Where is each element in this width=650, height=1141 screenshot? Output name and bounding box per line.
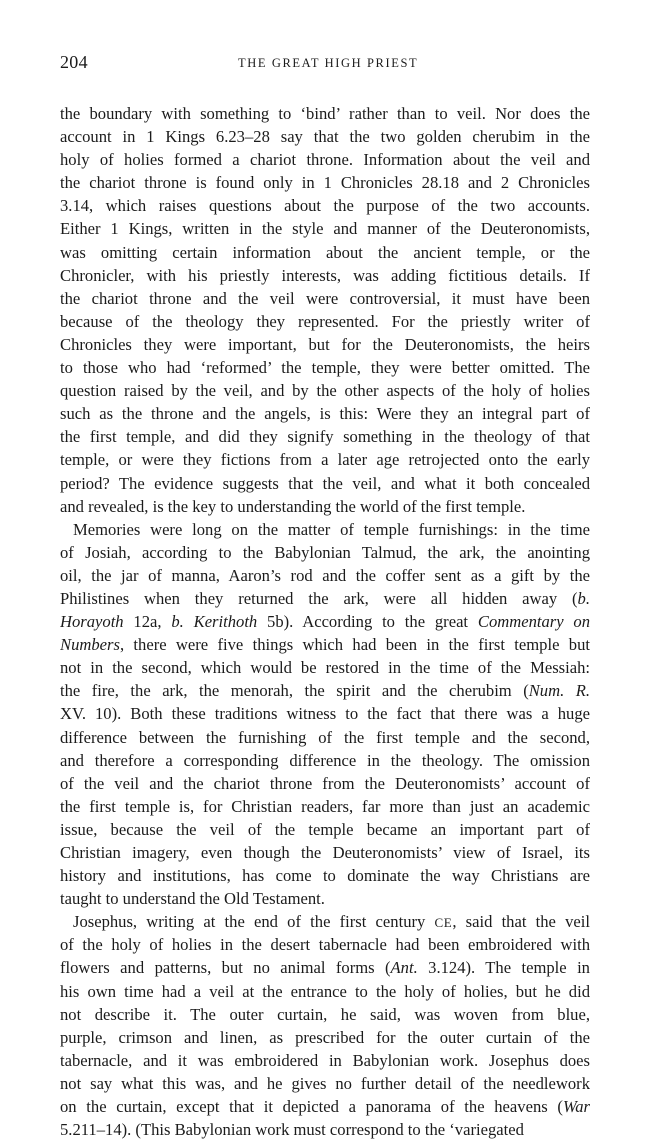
text-line bbox=[60, 264, 590, 287]
text-line bbox=[60, 425, 590, 448]
text-run: taught to understand the Old Testament. bbox=[60, 889, 325, 909]
text-run: purple, crimson and linen, as prescribed for the outer curtain of the bbox=[60, 1027, 590, 1047]
text-line bbox=[60, 956, 590, 979]
text-run: Chronicles they were important, but for the Deuteronomists, the heirs bbox=[60, 334, 590, 354]
text-run: to those who had ‘reformed’ the temple, they were better omitted. The bbox=[60, 358, 590, 378]
text-run: the first temple is, for Christian readers, far more than just an academic bbox=[60, 796, 590, 816]
text-run: 3.124). The temple in bbox=[417, 958, 590, 978]
italic-citation: Horayoth bbox=[60, 612, 124, 632]
text-line bbox=[60, 1072, 590, 1095]
text-run: of Josiah, according to the Babylonian Talmud, the ark, the anointing bbox=[60, 542, 590, 562]
text-run: history and institutions, has come to dominate the way Christians are bbox=[60, 866, 590, 886]
text-run: 5.211–14). (This Babylonian work must correspond to the ‘variegated bbox=[60, 1120, 524, 1140]
text-line bbox=[60, 333, 590, 356]
text-line bbox=[60, 125, 590, 148]
text-line bbox=[60, 864, 590, 887]
text-run: not say what this was, and he gives no further detail of the needlework bbox=[60, 1073, 590, 1093]
text-line bbox=[60, 933, 590, 956]
text-line bbox=[60, 1026, 590, 1049]
text-line bbox=[60, 564, 590, 587]
text-run: 5b). According to the great bbox=[257, 612, 478, 632]
text-line bbox=[60, 518, 590, 541]
text-run: of the holy of holies in the desert tabernacle had been embroidered with bbox=[60, 935, 590, 955]
text-line bbox=[60, 287, 590, 310]
text-line bbox=[60, 980, 590, 1003]
text-run: Christian imagery, even though the Deuteronomists’ view of Israel, its bbox=[60, 843, 590, 862]
text-line bbox=[60, 656, 590, 679]
text-run: the boundary with something to ‘bind’ rather than to veil. Nor does the bbox=[60, 104, 590, 123]
text-run: Either 1 Kings, written in the style and manner of the Deuteronomists, bbox=[60, 219, 590, 239]
text-run: question raised by the veil, and by the other aspects of the holy of holies bbox=[60, 381, 590, 401]
small-caps-text: CE bbox=[434, 915, 453, 931]
text-line bbox=[60, 472, 590, 495]
text-line bbox=[60, 310, 590, 333]
text-run: his own time had a veil at the entrance to the holy of holies, but he did bbox=[60, 981, 590, 1001]
body-text bbox=[60, 102, 590, 1141]
text-line bbox=[60, 1095, 590, 1118]
italic-citation: War bbox=[562, 1097, 590, 1117]
text-line bbox=[60, 194, 590, 217]
text-line bbox=[60, 910, 590, 933]
text-run: flowers and patterns, but no animal forms ( bbox=[60, 958, 391, 978]
text-run: , said that the veil bbox=[452, 912, 590, 932]
text-run: Philistines when they returned the ark, were all hidden away ( bbox=[60, 588, 578, 608]
text-run: was omitting certain information about the ancient temple, or the bbox=[60, 242, 590, 262]
text-run: Chronicler, with his priestly interests, was adding fictitious details. If bbox=[60, 265, 590, 285]
text-line bbox=[60, 402, 590, 425]
text-line bbox=[60, 887, 590, 910]
text-line bbox=[60, 541, 590, 564]
text-line bbox=[60, 749, 590, 772]
text-run: Memories were long on the matter of temple furnishings: in the time bbox=[73, 519, 590, 539]
text-line bbox=[60, 448, 590, 471]
text-run: , there were five things which had been in the first temple but bbox=[119, 635, 590, 655]
text-run: and revealed, is the key to understanding the world of the first temple. bbox=[60, 496, 526, 516]
text-run: because of the theology they represented. For the priestly writer of bbox=[60, 311, 590, 331]
text-line bbox=[60, 772, 590, 795]
text-line bbox=[60, 379, 590, 402]
text-run: the fire, the ark, the menorah, the spirit and the cherubim ( bbox=[60, 681, 529, 701]
text-run: tabernacle, and it was embroidered in Babylonian work. Josephus does bbox=[60, 1050, 590, 1070]
text-line bbox=[60, 217, 590, 240]
text-run: oil, the jar of manna, Aaron’s rod and the coffer sent as a gift by the bbox=[60, 565, 590, 585]
text-line bbox=[60, 587, 590, 610]
text-line bbox=[60, 1003, 590, 1026]
text-line bbox=[60, 610, 590, 633]
text-run: difference between the furnishing of the first temple and the second, bbox=[60, 727, 590, 747]
text-run: Josephus, writing at the end of the first century bbox=[73, 912, 435, 932]
text-run: 12a, bbox=[123, 612, 172, 632]
text-run: not in the second, which would be restored in the time of the Messiah: bbox=[60, 658, 590, 678]
text-run: account in 1 Kings 6.23–28 say that the two golden cherubim in the bbox=[60, 127, 590, 147]
text-line bbox=[60, 356, 590, 379]
italic-citation: b. bbox=[577, 588, 590, 608]
text-line bbox=[60, 726, 590, 749]
running-title: THE GREAT HIGH PRIEST bbox=[238, 56, 419, 70]
italic-citation: Commentary on bbox=[477, 612, 590, 632]
text-run: the first temple, and did they signify something in the theology of that bbox=[60, 427, 590, 447]
text-line bbox=[60, 818, 590, 841]
text-run: and therefore a corresponding difference in the theology. The omission bbox=[60, 750, 590, 770]
text-run: on the curtain, except that it depicted a panorama of the heavens ( bbox=[60, 1097, 563, 1117]
italic-citation: Ant. bbox=[390, 958, 418, 978]
text-line bbox=[60, 841, 590, 864]
text-run: period? The evidence suggests that the veil, and what it both concealed bbox=[60, 473, 590, 493]
text-line bbox=[60, 1049, 590, 1072]
text-line bbox=[60, 795, 590, 818]
page-number: 204 bbox=[60, 52, 88, 72]
text-line bbox=[60, 102, 590, 125]
text-run: the chariot throne and the veil were controversial, it must have been bbox=[60, 288, 590, 308]
text-run: XV. 10). Both these traditions witness to the fact that there was a huge bbox=[60, 704, 590, 724]
text-run: issue, because the veil of the temple became an important part of bbox=[60, 819, 590, 839]
text-run: not describe it. The outer curtain, he said, was woven from blue, bbox=[60, 1004, 590, 1024]
running-head bbox=[60, 52, 590, 74]
text-run: of the veil and the chariot throne from the Deuteronomists’ account of bbox=[60, 773, 590, 793]
text-line bbox=[60, 679, 590, 702]
text-run: such as the throne and the angels, is this: Were they an integral part of bbox=[60, 404, 590, 424]
text-run: 3.14, which raises questions about the purpose of the two accounts. bbox=[60, 196, 590, 216]
text-line bbox=[60, 148, 590, 171]
text-line bbox=[60, 495, 590, 518]
text-line bbox=[60, 633, 590, 656]
text-line bbox=[60, 1118, 590, 1141]
text-line bbox=[60, 171, 590, 194]
text-line bbox=[60, 702, 590, 725]
text-run: holy of holies formed a chariot throne. Information about the veil and bbox=[60, 150, 590, 170]
text-line bbox=[60, 241, 590, 264]
italic-citation: b. Kerithoth bbox=[171, 612, 258, 632]
text-run: the chariot throne is found only in 1 Chronicles 28.18 and 2 Chronicles bbox=[60, 173, 590, 193]
italic-citation: Numbers bbox=[60, 635, 120, 655]
italic-citation: Num. R. bbox=[528, 681, 590, 701]
text-run: temple, or were they fictions from a later age retrojected onto the early bbox=[60, 450, 590, 470]
